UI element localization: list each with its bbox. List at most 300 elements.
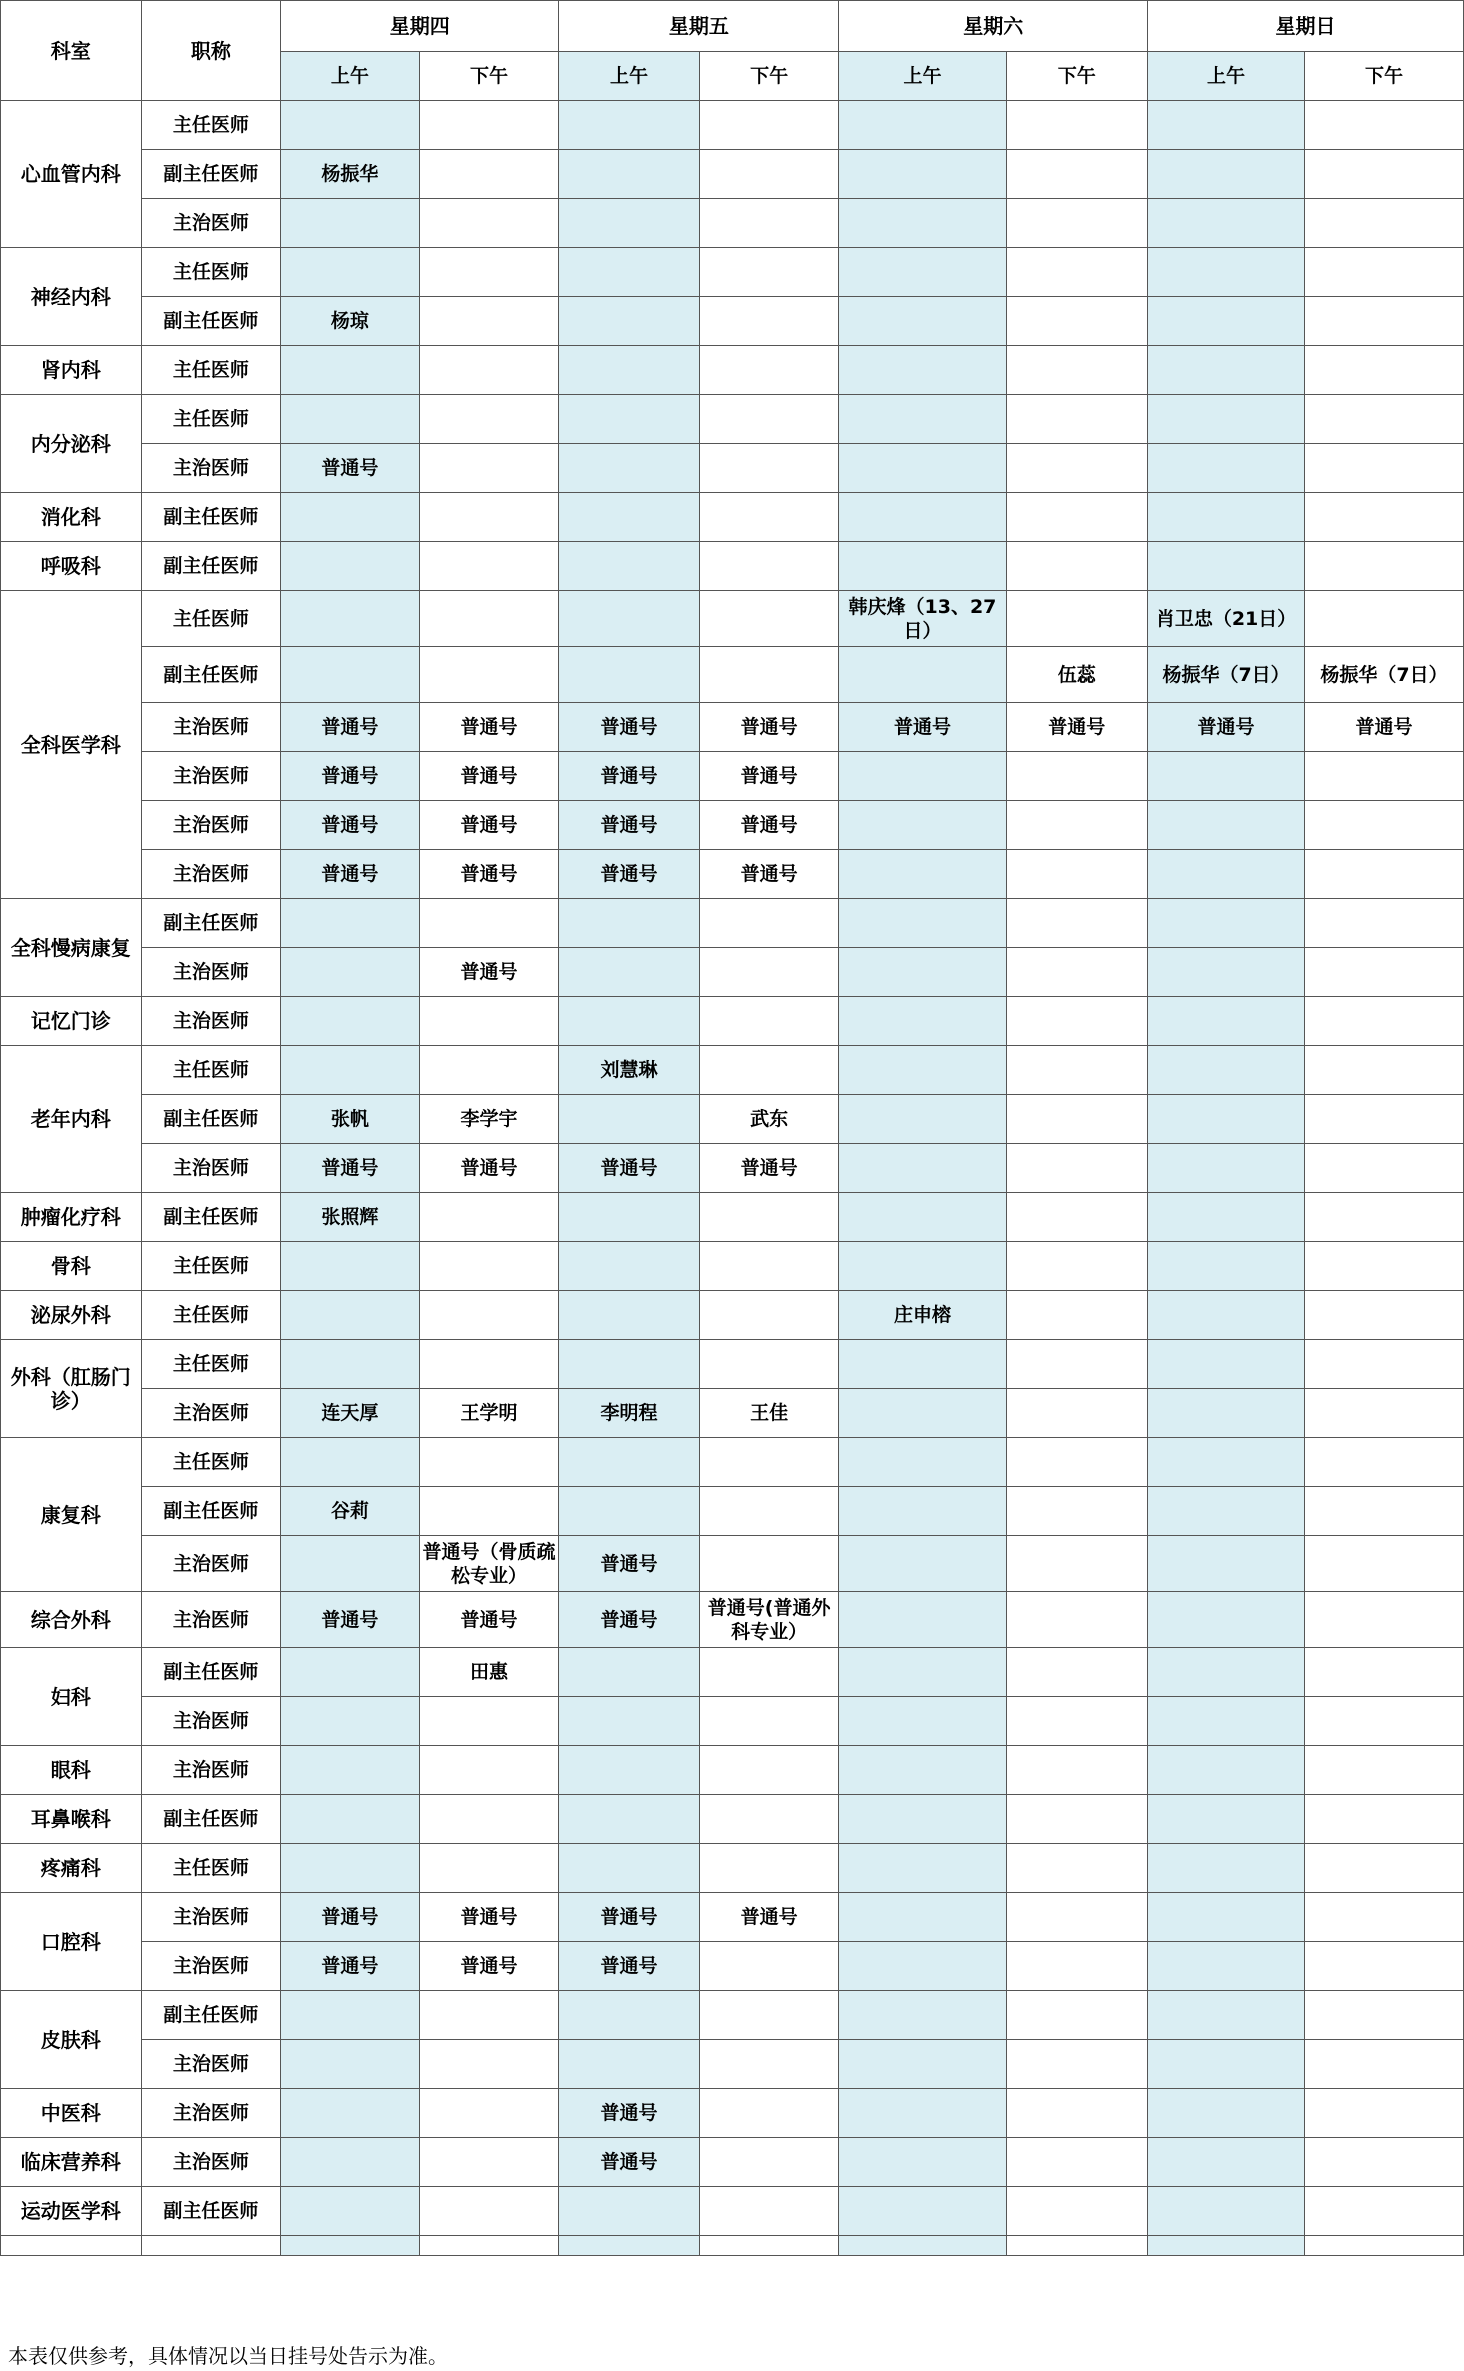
header-dept: 科室 xyxy=(1,1,142,101)
am-slot-cell xyxy=(1148,150,1305,199)
pm-slot-cell xyxy=(1305,1144,1464,1193)
am-slot-cell xyxy=(1148,493,1305,542)
am-slot-cell xyxy=(1148,1438,1305,1487)
am-slot-cell xyxy=(281,395,420,444)
pm-slot-cell xyxy=(419,1046,559,1095)
am-slot-cell xyxy=(1148,1536,1305,1592)
title-cell: 副主任医师 xyxy=(141,1095,281,1144)
am-slot-cell xyxy=(839,801,1006,850)
am-slot-cell xyxy=(281,2040,420,2089)
am-slot-cell xyxy=(1148,2138,1305,2187)
am-slot-cell xyxy=(281,1046,420,1095)
table-row xyxy=(1,997,1464,1046)
header-pm: 下午 xyxy=(699,52,839,101)
pm-slot-cell xyxy=(699,1648,839,1697)
am-slot-cell xyxy=(839,1536,1006,1592)
am-slot-cell: 普通号 xyxy=(281,850,420,899)
am-slot-cell xyxy=(281,346,420,395)
pm-slot-cell xyxy=(1006,101,1148,150)
am-slot-cell xyxy=(1148,199,1305,248)
pm-slot-cell xyxy=(1305,444,1464,493)
pm-slot-cell xyxy=(1305,395,1464,444)
am-slot-cell: 张照辉 xyxy=(281,1193,420,1242)
am-slot-cell: 李明程 xyxy=(559,1389,700,1438)
am-slot-cell xyxy=(1148,1648,1305,1697)
pm-slot-cell xyxy=(1006,493,1148,542)
pm-slot-cell xyxy=(419,1697,559,1746)
am-slot-cell xyxy=(839,248,1006,297)
am-slot-cell xyxy=(559,591,700,647)
pm-slot-cell: 普通号 xyxy=(699,801,839,850)
table-row xyxy=(1,647,1464,703)
am-slot-cell xyxy=(839,346,1006,395)
pm-slot-cell xyxy=(419,199,559,248)
am-slot-cell xyxy=(839,1648,1006,1697)
table-row xyxy=(1,1991,1464,2040)
pm-slot-cell xyxy=(1305,493,1464,542)
header-day-sunday: 星期日 xyxy=(1148,1,1464,52)
am-slot-cell xyxy=(559,1697,700,1746)
title-cell: 主治医师 xyxy=(141,850,281,899)
am-slot-cell xyxy=(559,395,700,444)
pm-slot-cell xyxy=(419,1438,559,1487)
am-slot-cell xyxy=(559,997,700,1046)
table-row xyxy=(1,1592,1464,1648)
am-slot-cell xyxy=(281,1291,420,1340)
pm-slot-cell xyxy=(419,997,559,1046)
header-day-thursday: 星期四 xyxy=(281,1,559,52)
am-slot-cell xyxy=(839,997,1006,1046)
am-slot-cell xyxy=(839,1340,1006,1389)
table-row xyxy=(1,1340,1464,1389)
pm-slot-cell xyxy=(419,1340,559,1389)
am-slot-cell xyxy=(1148,1844,1305,1893)
table-row xyxy=(1,150,1464,199)
header-am: 上午 xyxy=(1148,52,1305,101)
pm-slot-cell xyxy=(699,1536,839,1592)
pm-slot-cell: 武东 xyxy=(699,1095,839,1144)
pm-slot-cell xyxy=(419,2138,559,2187)
am-slot-cell xyxy=(281,899,420,948)
am-slot-cell xyxy=(839,1746,1006,1795)
am-slot-cell xyxy=(839,493,1006,542)
department-cell: 泌尿外科 xyxy=(1,1291,142,1340)
am-slot-cell xyxy=(281,1438,420,1487)
pm-slot-cell: 普通号 xyxy=(699,1144,839,1193)
pm-slot-cell xyxy=(419,2040,559,2089)
pm-slot-cell: 普通号 xyxy=(699,752,839,801)
title-cell: 主治医师 xyxy=(141,1697,281,1746)
am-slot-cell xyxy=(281,2138,420,2187)
pm-slot-cell xyxy=(1006,1893,1148,1942)
header-am: 上午 xyxy=(281,52,420,101)
department-cell: 皮肤科 xyxy=(1,1991,142,2089)
am-slot-cell xyxy=(839,1991,1006,2040)
am-slot-cell xyxy=(839,647,1006,703)
department-cell: 疼痛科 xyxy=(1,1844,142,1893)
pm-slot-cell xyxy=(1305,997,1464,1046)
table-row xyxy=(1,1144,1464,1193)
pm-slot-cell xyxy=(1305,1438,1464,1487)
table-row xyxy=(1,1095,1464,1144)
table-row xyxy=(1,1746,1464,1795)
pm-slot-cell xyxy=(1305,297,1464,346)
table-row xyxy=(1,1438,1464,1487)
pm-slot-cell: 普通号 xyxy=(419,801,559,850)
am-slot-cell xyxy=(281,1536,420,1592)
pm-slot-cell xyxy=(1305,1844,1464,1893)
am-slot-cell xyxy=(1148,1795,1305,1844)
pm-slot-cell: 田惠 xyxy=(419,1648,559,1697)
am-slot-cell xyxy=(839,1893,1006,1942)
pm-slot-cell xyxy=(1305,346,1464,395)
am-slot-cell xyxy=(1148,801,1305,850)
title-cell: 主治医师 xyxy=(141,1536,281,1592)
footnote: 本表仅供参考，具体情况以当日挂号处告示为准。 xyxy=(8,2344,448,2368)
am-slot-cell: 普通号 xyxy=(559,1942,700,1991)
am-slot-cell: 普通号 xyxy=(559,1592,700,1648)
pm-slot-cell xyxy=(699,1844,839,1893)
pm-slot-cell xyxy=(419,101,559,150)
pm-slot-cell xyxy=(419,150,559,199)
am-slot-cell xyxy=(1148,1046,1305,1095)
department-cell: 记忆门诊 xyxy=(1,997,142,1046)
pm-slot-cell xyxy=(699,346,839,395)
am-slot-cell xyxy=(1148,850,1305,899)
am-slot-cell xyxy=(839,1844,1006,1893)
pm-slot-cell xyxy=(1305,1193,1464,1242)
am-slot-cell: 张帆 xyxy=(281,1095,420,1144)
pm-slot-cell xyxy=(699,997,839,1046)
am-slot-cell xyxy=(1148,395,1305,444)
title-cell: 主治医师 xyxy=(141,444,281,493)
pm-slot-cell xyxy=(1006,1991,1148,2040)
pm-slot-cell xyxy=(1305,1291,1464,1340)
title-cell: 主治医师 xyxy=(141,199,281,248)
am-slot-cell xyxy=(559,1242,700,1291)
title-cell: 主治医师 xyxy=(141,801,281,850)
pm-slot-cell xyxy=(1305,1095,1464,1144)
am-slot-cell: 普通号 xyxy=(839,703,1006,752)
schedule-body xyxy=(1,101,1464,2256)
title-cell: 主任医师 xyxy=(141,591,281,647)
pm-slot-cell xyxy=(1006,248,1148,297)
table-row xyxy=(1,752,1464,801)
pm-slot-cell xyxy=(419,346,559,395)
pm-slot-cell xyxy=(699,493,839,542)
pm-slot-cell xyxy=(1006,1795,1148,1844)
am-slot-cell xyxy=(281,2187,420,2236)
am-slot-cell xyxy=(559,1487,700,1536)
am-slot-cell xyxy=(839,2089,1006,2138)
am-slot-cell xyxy=(559,444,700,493)
am-slot-cell xyxy=(1148,346,1305,395)
pm-slot-cell xyxy=(699,1438,839,1487)
title-cell: 副主任医师 xyxy=(141,899,281,948)
title-cell: 主任医师 xyxy=(141,248,281,297)
am-slot-cell xyxy=(839,1438,1006,1487)
pm-slot-cell xyxy=(1305,1536,1464,1592)
am-slot-cell xyxy=(559,297,700,346)
pm-slot-cell xyxy=(1006,2089,1148,2138)
am-slot-cell xyxy=(559,1340,700,1389)
title-cell: 主任医师 xyxy=(141,1340,281,1389)
department-cell: 老年内科 xyxy=(1,1046,142,1193)
pm-slot-cell xyxy=(1006,850,1148,899)
pm-slot-cell: 普通号 xyxy=(1305,703,1464,752)
pm-slot-cell xyxy=(1305,1991,1464,2040)
pm-slot-cell xyxy=(699,395,839,444)
table-row xyxy=(1,2138,1464,2187)
pm-slot-cell: 李学宇 xyxy=(419,1095,559,1144)
am-slot-cell xyxy=(281,1795,420,1844)
pm-slot-cell xyxy=(699,1795,839,1844)
pm-slot-cell xyxy=(1305,1389,1464,1438)
table-row xyxy=(1,2040,1464,2089)
department-cell: 呼吸科 xyxy=(1,542,142,591)
title-cell: 主治医师 xyxy=(141,1389,281,1438)
title-cell: 副主任医师 xyxy=(141,150,281,199)
am-slot-cell xyxy=(839,1144,1006,1193)
pm-slot-cell xyxy=(1006,1144,1148,1193)
title-cell: 主任医师 xyxy=(141,1242,281,1291)
title-cell: 副主任医师 xyxy=(141,1648,281,1697)
am-slot-cell xyxy=(1148,752,1305,801)
am-slot-cell xyxy=(839,444,1006,493)
am-slot-cell xyxy=(839,1795,1006,1844)
pm-slot-cell xyxy=(699,1487,839,1536)
pm-slot-cell xyxy=(699,1746,839,1795)
table-row xyxy=(1,1046,1464,1095)
am-slot-cell: 普通号 xyxy=(281,1942,420,1991)
am-slot-cell xyxy=(281,1340,420,1389)
pm-slot-cell xyxy=(1006,2040,1148,2089)
pm-slot-cell xyxy=(1006,346,1148,395)
department-cell: 运动医学科 xyxy=(1,2187,142,2236)
pm-slot-cell xyxy=(1305,1648,1464,1697)
am-slot-cell xyxy=(1148,1193,1305,1242)
am-slot-cell: 普通号 xyxy=(559,752,700,801)
pm-slot-cell xyxy=(1006,1389,1148,1438)
am-slot-cell xyxy=(281,997,420,1046)
table-row xyxy=(1,1193,1464,1242)
pm-slot-cell: 普通号 xyxy=(419,1893,559,1942)
pm-slot-cell: 普通号(普通外科专业） xyxy=(699,1592,839,1648)
pm-slot-cell xyxy=(419,1844,559,1893)
am-slot-cell xyxy=(1148,997,1305,1046)
pm-slot-cell xyxy=(1305,1746,1464,1795)
am-slot-cell xyxy=(559,1844,700,1893)
am-slot-cell: 普通号 xyxy=(559,2138,700,2187)
pm-slot-cell: 普通号 xyxy=(699,1893,839,1942)
am-slot-cell xyxy=(281,542,420,591)
am-slot-cell xyxy=(281,1242,420,1291)
am-slot-cell xyxy=(281,1697,420,1746)
am-slot-cell xyxy=(839,1697,1006,1746)
am-slot-cell xyxy=(1148,248,1305,297)
pm-slot-cell xyxy=(1305,101,1464,150)
table-row xyxy=(1,1942,1464,1991)
am-slot-cell xyxy=(281,647,420,703)
pm-slot-cell xyxy=(699,199,839,248)
am-slot-cell xyxy=(839,1046,1006,1095)
table-row xyxy=(1,948,1464,997)
table-row xyxy=(1,2089,1464,2138)
pm-slot-cell xyxy=(1006,2138,1148,2187)
department-cell: 肿瘤化疗科 xyxy=(1,1193,142,1242)
blank-cell xyxy=(281,2236,420,2256)
am-slot-cell xyxy=(839,150,1006,199)
pm-slot-cell xyxy=(419,1746,559,1795)
am-slot-cell xyxy=(1148,1291,1305,1340)
pm-slot-cell xyxy=(1006,1242,1148,1291)
pm-slot-cell xyxy=(1006,1844,1148,1893)
pm-slot-cell xyxy=(1305,1046,1464,1095)
am-slot-cell xyxy=(559,346,700,395)
am-slot-cell xyxy=(559,248,700,297)
am-slot-cell xyxy=(839,1193,1006,1242)
pm-slot-cell xyxy=(699,150,839,199)
pm-slot-cell xyxy=(1305,542,1464,591)
pm-slot-cell xyxy=(1305,899,1464,948)
title-cell: 主治医师 xyxy=(141,2089,281,2138)
am-slot-cell xyxy=(1148,1095,1305,1144)
pm-slot-cell: 伍蕊 xyxy=(1006,647,1148,703)
pm-slot-cell: 普通号 xyxy=(419,850,559,899)
department-cell: 妇科 xyxy=(1,1648,142,1746)
header-am: 上午 xyxy=(559,52,700,101)
am-slot-cell: 肖卫忠（21日） xyxy=(1148,591,1305,647)
title-cell: 副主任医师 xyxy=(141,297,281,346)
blank-cell xyxy=(141,2236,281,2256)
am-slot-cell: 普通号 xyxy=(559,1893,700,1942)
table-row xyxy=(1,493,1464,542)
title-cell: 副主任医师 xyxy=(141,1795,281,1844)
department-cell: 全科慢病康复 xyxy=(1,899,142,997)
title-cell: 主治医师 xyxy=(141,752,281,801)
am-slot-cell: 普通号 xyxy=(281,801,420,850)
table-row xyxy=(1,1487,1464,1536)
table-row xyxy=(1,1389,1464,1438)
blank-cell xyxy=(1,2236,142,2256)
pm-slot-cell xyxy=(1006,395,1148,444)
pm-slot-cell xyxy=(1006,444,1148,493)
am-slot-cell xyxy=(839,1942,1006,1991)
am-slot-cell xyxy=(1148,297,1305,346)
am-slot-cell xyxy=(559,1291,700,1340)
am-slot-cell xyxy=(559,899,700,948)
department-cell: 眼科 xyxy=(1,1746,142,1795)
am-slot-cell: 谷莉 xyxy=(281,1487,420,1536)
pm-slot-cell xyxy=(1305,248,1464,297)
am-slot-cell xyxy=(839,199,1006,248)
am-slot-cell xyxy=(1148,1942,1305,1991)
table-row xyxy=(1,801,1464,850)
am-slot-cell xyxy=(1148,1144,1305,1193)
pm-slot-cell xyxy=(699,444,839,493)
pm-slot-cell xyxy=(419,2089,559,2138)
pm-slot-cell xyxy=(1305,1697,1464,1746)
department-cell: 外科（肛肠门诊） xyxy=(1,1340,142,1438)
pm-slot-cell xyxy=(1006,1095,1148,1144)
pm-slot-cell xyxy=(1006,150,1148,199)
pm-slot-cell xyxy=(419,1991,559,2040)
am-slot-cell xyxy=(839,542,1006,591)
am-slot-cell xyxy=(1148,1746,1305,1795)
pm-slot-cell: 普通号 xyxy=(699,850,839,899)
pm-slot-cell xyxy=(1305,1242,1464,1291)
am-slot-cell: 韩庆烽（13、27日） xyxy=(839,591,1006,647)
am-slot-cell xyxy=(1148,1242,1305,1291)
pm-slot-cell xyxy=(699,1697,839,1746)
header-pm: 下午 xyxy=(419,52,559,101)
pm-slot-cell xyxy=(699,1991,839,2040)
pm-slot-cell xyxy=(419,647,559,703)
pm-slot-cell xyxy=(699,2040,839,2089)
department-cell: 临床营养科 xyxy=(1,2138,142,2187)
pm-slot-cell xyxy=(1305,2187,1464,2236)
table-row xyxy=(1,1536,1464,1592)
header-pm: 下午 xyxy=(1006,52,1148,101)
am-slot-cell xyxy=(559,948,700,997)
title-cell: 主治医师 xyxy=(141,1942,281,1991)
am-slot-cell: 庄申榕 xyxy=(839,1291,1006,1340)
am-slot-cell xyxy=(1148,1592,1305,1648)
title-cell: 副主任医师 xyxy=(141,1487,281,1536)
pm-slot-cell xyxy=(1006,1697,1148,1746)
am-slot-cell xyxy=(1148,101,1305,150)
table-row xyxy=(1,346,1464,395)
pm-slot-cell xyxy=(1305,591,1464,647)
table-row xyxy=(1,899,1464,948)
pm-slot-cell: 王学明 xyxy=(419,1389,559,1438)
pm-slot-cell xyxy=(1305,1340,1464,1389)
department-cell: 肾内科 xyxy=(1,346,142,395)
am-slot-cell: 普通号 xyxy=(281,1592,420,1648)
am-slot-cell xyxy=(839,752,1006,801)
pm-slot-cell xyxy=(419,1242,559,1291)
title-cell: 主治医师 xyxy=(141,948,281,997)
am-slot-cell xyxy=(839,1592,1006,1648)
am-slot-cell: 杨振华 xyxy=(281,150,420,199)
pm-slot-cell: 普通号 xyxy=(1006,703,1148,752)
table-row xyxy=(1,248,1464,297)
pm-slot-cell xyxy=(699,2089,839,2138)
title-cell: 主任医师 xyxy=(141,1046,281,1095)
table-row xyxy=(1,1648,1464,1697)
department-cell: 消化科 xyxy=(1,493,142,542)
blank-cell xyxy=(559,2236,700,2256)
table-row xyxy=(1,1844,1464,1893)
blank-cell xyxy=(1148,2236,1305,2256)
title-cell: 副主任医师 xyxy=(141,1991,281,2040)
department-cell: 全科医学科 xyxy=(1,591,142,899)
am-slot-cell xyxy=(839,101,1006,150)
pm-slot-cell: 杨振华（7日） xyxy=(1305,647,1464,703)
am-slot-cell xyxy=(559,2040,700,2089)
am-slot-cell xyxy=(1148,1893,1305,1942)
pm-slot-cell xyxy=(699,1046,839,1095)
pm-slot-cell xyxy=(419,248,559,297)
am-slot-cell xyxy=(281,948,420,997)
table-row xyxy=(1,591,1464,647)
pm-slot-cell xyxy=(1305,1592,1464,1648)
table-row xyxy=(1,1893,1464,1942)
pm-slot-cell: 普通号 xyxy=(419,948,559,997)
pm-slot-cell xyxy=(419,1487,559,1536)
am-slot-cell xyxy=(1148,2187,1305,2236)
pm-slot-cell xyxy=(1305,752,1464,801)
